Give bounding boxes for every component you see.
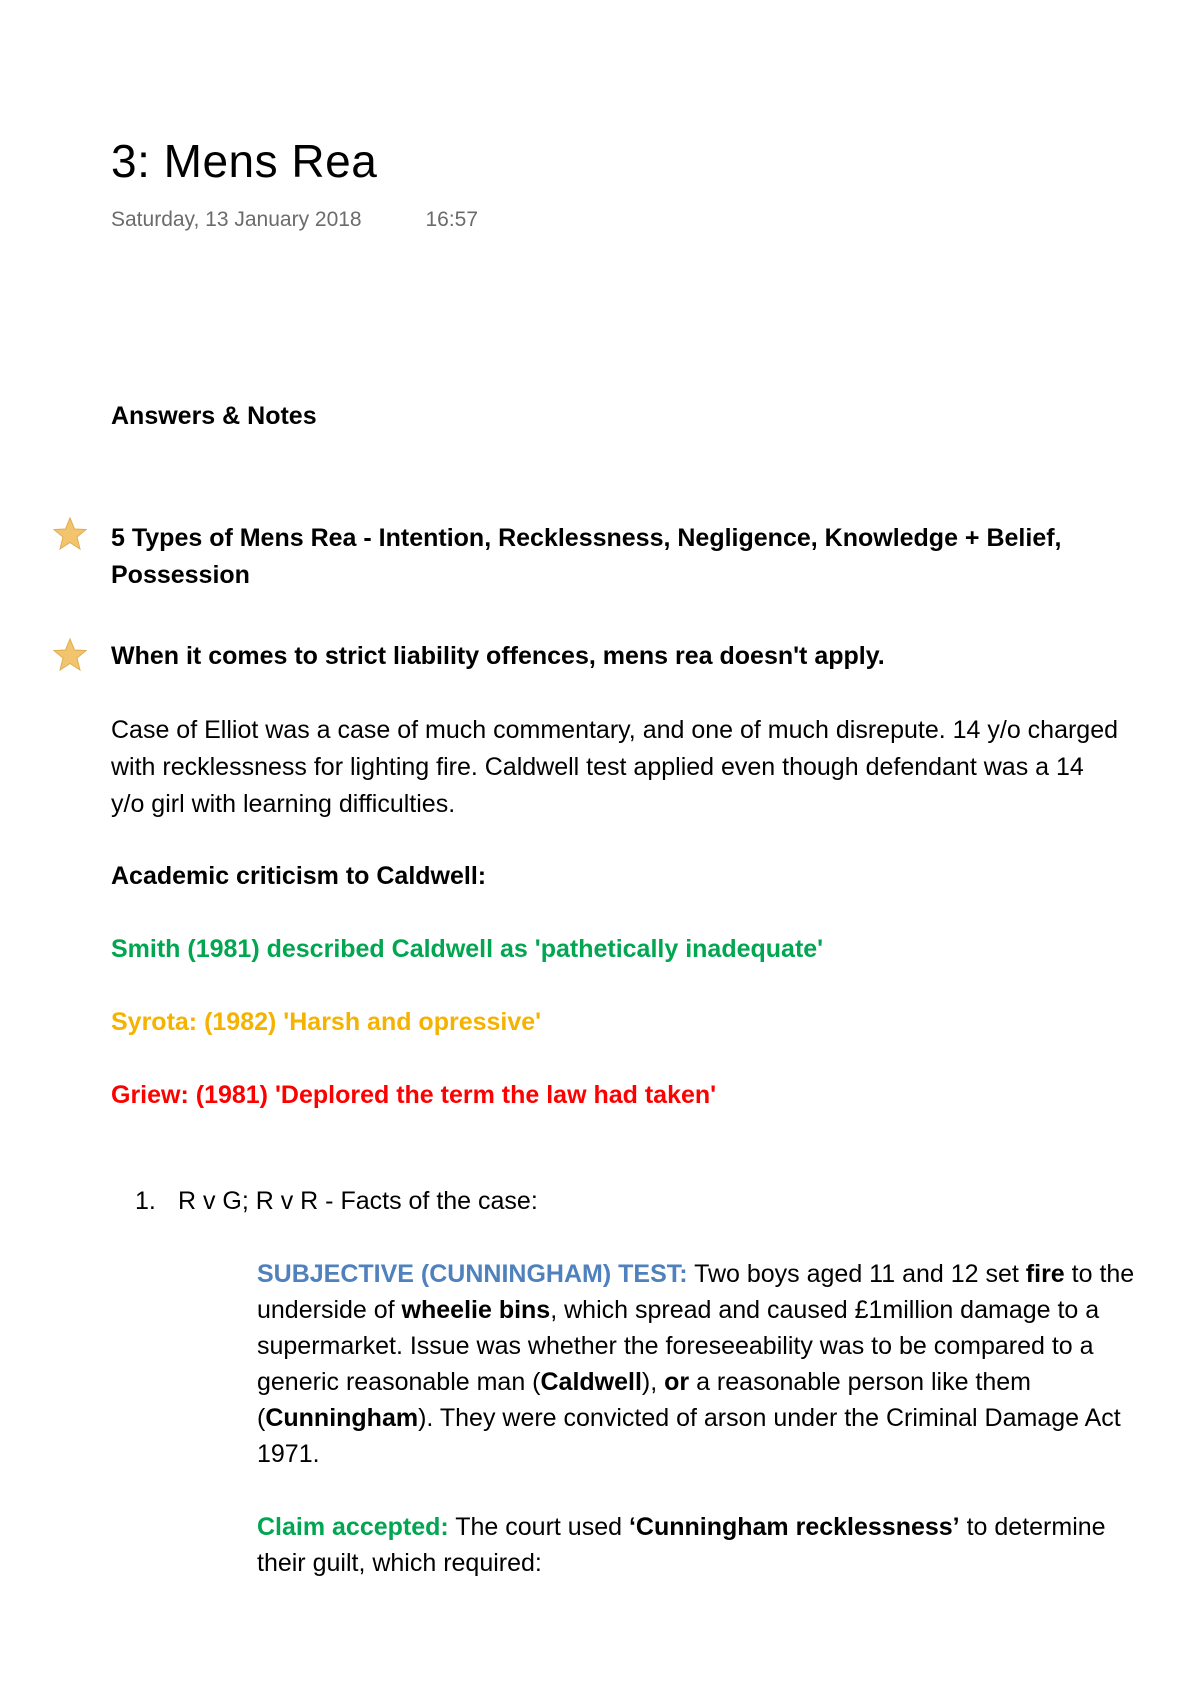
star-item-strict-liability: When it comes to strict liability offences, mens rea doesn't apply. [111, 642, 885, 670]
subjective-emphasis: or [664, 1368, 690, 1396]
subjective-test-paragraph [257, 1256, 1137, 1472]
subjective-emphasis: Caldwell [540, 1368, 642, 1396]
subjective-emphasis: wheelie bins [401, 1296, 551, 1324]
claim-accepted-paragraph [257, 1509, 1137, 1581]
star-icon [52, 637, 88, 673]
subjective-emphasis: Cunningham [265, 1404, 419, 1432]
page-time: 16:57 [425, 208, 479, 231]
star-item-mens-rea-types: 5 Types of Mens Rea - Intention, Recklessness, Negligence, Knowledge + Belief, Possession [111, 524, 1062, 589]
subjective-test-label: SUBJECTIVE (CUNNINGHAM) TEST: [257, 1260, 688, 1288]
star-icon [52, 516, 88, 552]
griew-quote: Griew: (1981) 'Deplored the term the law had taken' [111, 1081, 717, 1109]
claim-text: The court used [448, 1513, 629, 1541]
subjective-text: ). They were convicted of arson under the Criminal Damage Act 1971. [257, 1404, 1121, 1468]
list-item [135, 1183, 538, 1220]
subjective-text: , which spread and caused £1million damage to a supermarket. Issue was whether the foreseeability was to be compared to a generic reasonable man ( [257, 1296, 1100, 1396]
page-date: Saturday, 13 January 2018 [111, 208, 362, 231]
subjective-text: Two boys aged 11 and 12 set [687, 1260, 1026, 1288]
list-item-number: 1. [135, 1187, 156, 1215]
subjective-text: ), [641, 1368, 665, 1396]
subjective-emphasis: fire [1025, 1260, 1065, 1288]
list-item-text: R v G; R v R - Facts of the case: [177, 1187, 538, 1215]
elliot-paragraph: Case of Elliot was a case of much commentary, and one of much disrepute. 14 y/o charged with recklessness for lighting fire. Caldwell test applied even though defendant was a 14 y/o girl with learning difficulties. [111, 716, 1119, 818]
claim-accepted-label: Claim accepted: [257, 1513, 449, 1541]
syrota-quote: Syrota: (1982) 'Harsh and opressive' [111, 1008, 542, 1036]
page-metadata [111, 208, 478, 232]
page-title: 3: Mens Rea [111, 135, 378, 187]
claim-text: to determine their guilt, which required: [257, 1513, 1106, 1577]
subjective-text: a reasonable person like them ( [257, 1368, 1032, 1432]
claim-emphasis: ‘Cunningham recklessness’ [628, 1513, 960, 1541]
smith-quote: Smith (1981) described Caldwell as 'pathetically inadequate' [111, 935, 824, 963]
subjective-text: to the underside of [257, 1260, 1135, 1324]
answers-heading: Answers & Notes [111, 402, 317, 430]
criticism-heading: Academic criticism to Caldwell: [111, 862, 487, 890]
